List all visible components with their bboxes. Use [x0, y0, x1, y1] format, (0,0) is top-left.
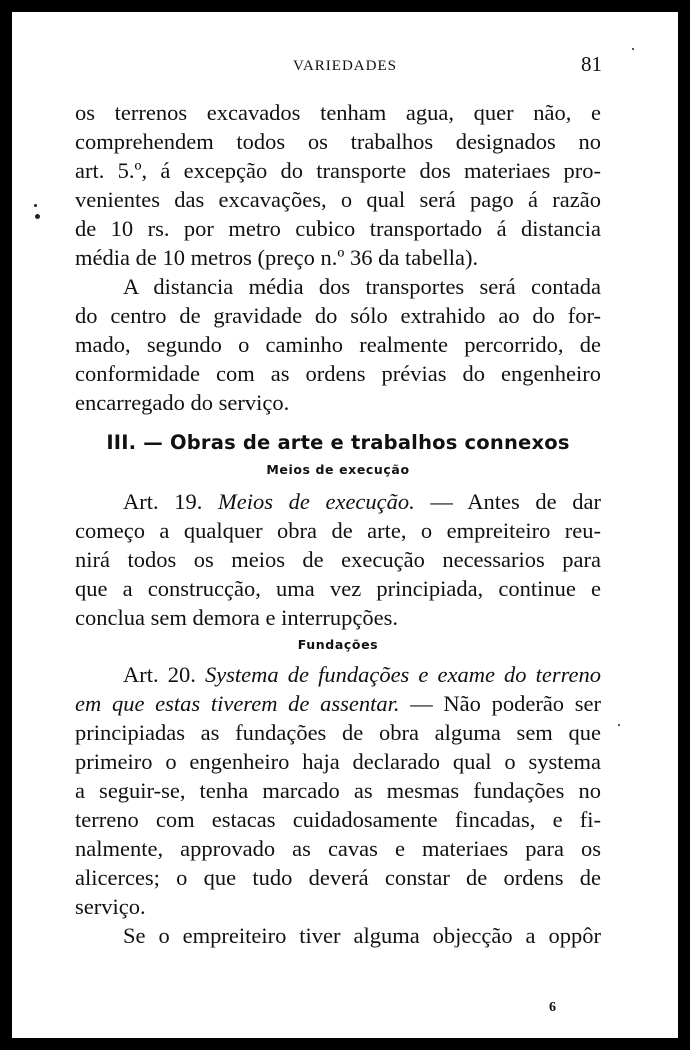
- text-line: conformidade com as ordens prévias do engenheiro: [75, 361, 601, 386]
- ink-speck: [35, 214, 40, 219]
- section-title: III. — Obras de arte e trabalhos connexos: [106, 431, 570, 454]
- article-label: Art. 20.: [123, 662, 196, 687]
- text-line: primeiro o engenheiro haja declarado qual o systema: [75, 749, 601, 774]
- running-head: VARIEDADES: [293, 58, 397, 74]
- text-line: os terrenos excavados tenham agua, quer não, e: [75, 100, 601, 125]
- body-text: [75, 98, 601, 950]
- ink-speck: [632, 48, 634, 50]
- text-line: Se o empreiteiro tiver alguma objecção a oppôr: [123, 923, 601, 948]
- article-20-second-line: [75, 689, 601, 718]
- text-line: encarregado do serviço.: [75, 390, 290, 415]
- subsection-title: Meios de execução: [266, 462, 410, 477]
- text-line: venientes das excavações, o qual será pago á razão: [75, 187, 601, 212]
- page-header: [12, 52, 678, 76]
- text-line: conclua sem demora e interrupções.: [75, 605, 398, 630]
- article-label: Art. 19.: [123, 489, 203, 514]
- ink-speck: [34, 204, 37, 207]
- signature-mark: 6: [549, 1000, 556, 1015]
- text-line: começo a qualquer obra de arte, o empreiteiro reu-: [75, 518, 601, 543]
- text-line: a seguir-se, tenha marcado as mesmas fundações no: [75, 778, 601, 803]
- text-line: de 10 rs. por metro cubico transportado á distancia: [75, 216, 601, 241]
- article-20: [75, 660, 601, 921]
- article-19: [75, 487, 601, 632]
- last-paragraph: [75, 921, 601, 950]
- text-fragment: — Antes de dar: [430, 489, 601, 514]
- text-fragment: — Não poderão ser: [410, 691, 601, 716]
- text-line: média de 10 metros (preço n.º 36 da tabella).: [75, 245, 479, 270]
- ink-speck: [618, 724, 620, 726]
- article-19-first-line: [75, 487, 601, 516]
- text-line: nalmente, approvado as cavas e materiaes para os: [75, 836, 601, 861]
- paragraph-2: [75, 272, 601, 417]
- article-heading: Meios de execução.: [218, 489, 415, 514]
- page-number: 81: [581, 52, 602, 76]
- text-line: art. 5.º, á excepção do transporte dos materiaes pro-: [75, 158, 601, 183]
- text-line: que a construcção, uma vez principiada, continue e: [75, 576, 601, 601]
- text-line: nirá todos os meios de execução necessarios para: [75, 547, 601, 572]
- text-line: terreno com estacas cuidadosamente fincadas, e fi-: [75, 807, 601, 832]
- fundacoes-title: Fundações: [297, 637, 379, 652]
- text-line: mado, segundo o caminho realmente percorrido, de: [75, 332, 601, 357]
- text-line: serviço.: [75, 894, 146, 919]
- article-heading-continued: em que estas tiverem de assentar.: [75, 691, 400, 716]
- text-line: A distancia média dos transportes será contada: [123, 274, 601, 299]
- article-20-first-line: [75, 660, 601, 689]
- text-line: principiadas as fundações de obra alguma sem que: [75, 720, 601, 745]
- text-line: alicerces; o que tudo deverá constar de ordens de: [75, 865, 601, 890]
- text-line: comprehendem todos os trabalhos designados no: [75, 129, 601, 154]
- text-line: do centro de gravidade do sólo extrahido ao do for-: [75, 303, 601, 328]
- article-heading: Systema de fundações e exame do terreno: [204, 662, 602, 687]
- book-page: [12, 12, 678, 1038]
- paragraph-1: [75, 98, 601, 272]
